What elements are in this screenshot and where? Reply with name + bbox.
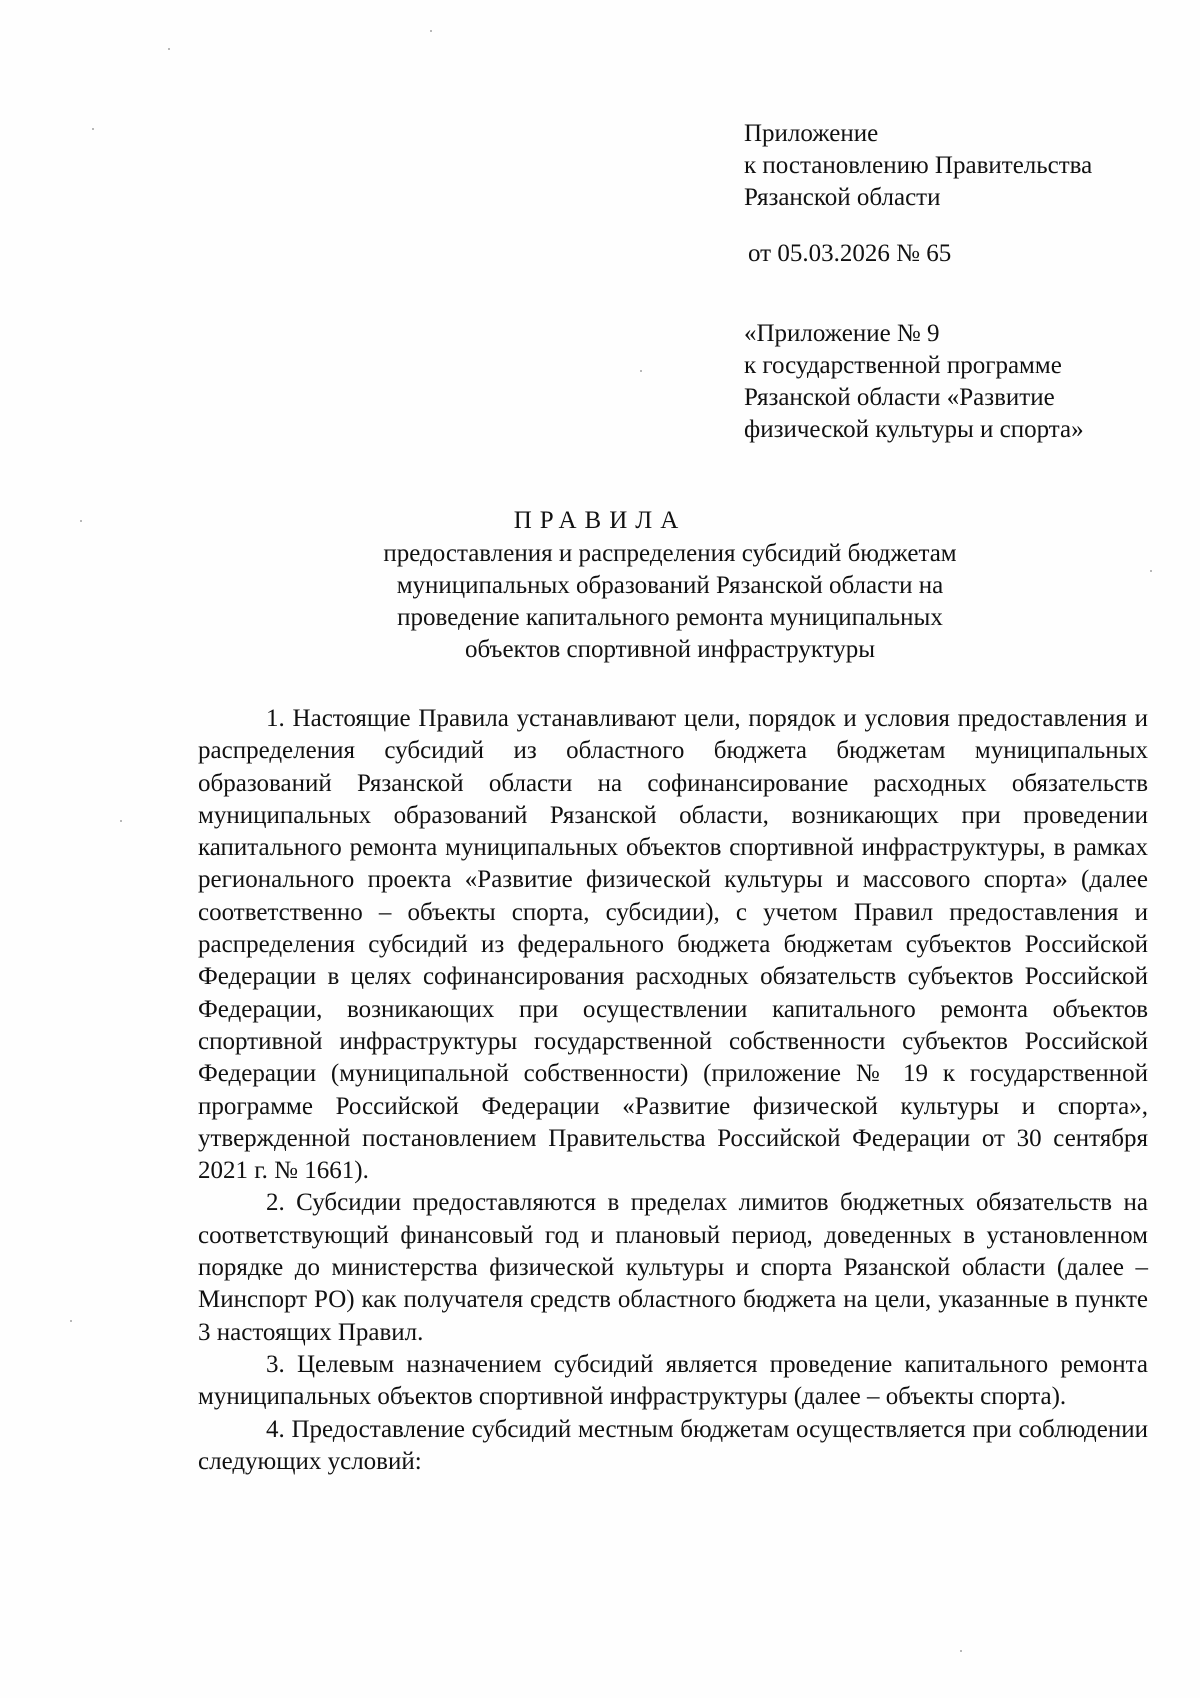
scan-speck xyxy=(430,30,432,32)
paragraph-1: 1. Настоящие Правила устанавливают цели, порядок и условия предоставления и распределения субсидий из областного бюджета бюджетам муниципальных образований Рязанской области на софинансирование расходных обязательств муниципальных образований Рязанской области, возникающих при проведении капитального ремонта муниципальных объектов спортивной инфраструктуры, в рамках регионального проекта «Развитие физической культуры и массового спорта» (далее соответственно – объекты спорта, субсидии), с учетом Правил предоставления и распределения субсидий из федерального бюджета бюджетам субъектов Российской Федерации в целях софинансирования расходных обязательств субъектов Российской Федерации, возникающих при осуществлении капитального ремонта объектов спортивной инфраструктуры государственной собственности субъектов Российской Федерации (муниципальной собственности) (приложение № 19 к государственной программе Российской Федерации «Развитие физической культуры и спорта», утвержденной постановлением Правительства Российской Федерации от 30 сентября 2021 г. № 1661). xyxy=(198,705,1148,1185)
annex-header xyxy=(744,318,1164,446)
annex-line-1: «Приложение № 9 xyxy=(744,320,940,347)
paragraph-3: 3. Целевым назначением субсидий является проведение капитального ремонта муниципальных объектов спортивной инфраструктуры (далее – объекты спорта). xyxy=(198,1350,1148,1411)
subtitle-line: предоставления и распределения субсидий бюджетам xyxy=(383,540,957,567)
document-subtitle xyxy=(0,538,1200,666)
scan-speck xyxy=(120,820,122,822)
attachment-line-2: к постановлению Правительства xyxy=(744,152,1093,179)
document-title: ПРАВИЛА xyxy=(513,507,687,534)
scan-speck xyxy=(92,128,94,130)
annex-line-2: к государственной программе xyxy=(744,352,1062,379)
annex-line-3: Рязанской области «Развитие xyxy=(744,384,1055,411)
attachment-line-1: Приложение xyxy=(744,120,879,147)
paragraph-2: 2. Субсидии предоставляются в пределах лимитов бюджетных обязательств на соответствующий финансовый год и плановый период, доведенных в установленном порядке до министерства физической культуры и спорта Рязанской области (далее – Минспорт РО) как получателя средств областного бюджета на цели, указанные в пункте 3 настоящих Правил. xyxy=(198,1189,1148,1346)
annex-line-4: физической культуры и спорта» xyxy=(744,416,1084,443)
scan-speck xyxy=(70,1320,72,1322)
attachment-header xyxy=(744,118,1164,214)
subtitle-line: муниципальных образований Рязанской области на xyxy=(396,572,944,599)
scan-speck xyxy=(168,48,170,50)
subtitle-line: объектов спортивной инфраструктуры xyxy=(464,636,876,663)
document-body xyxy=(198,703,1148,1478)
subtitle-line: проведение капитального ремонта муниципальных xyxy=(397,604,943,631)
attachment-line-3: Рязанской области xyxy=(744,184,941,211)
attachment-date: от 05.03.2026 № 65 xyxy=(748,240,952,267)
paragraph-4: 4. Предоставление субсидий местным бюджетам осуществляется при соблюдении следующих условий: xyxy=(198,1415,1148,1475)
scan-speck xyxy=(960,1650,962,1652)
scan-speck xyxy=(640,370,642,372)
